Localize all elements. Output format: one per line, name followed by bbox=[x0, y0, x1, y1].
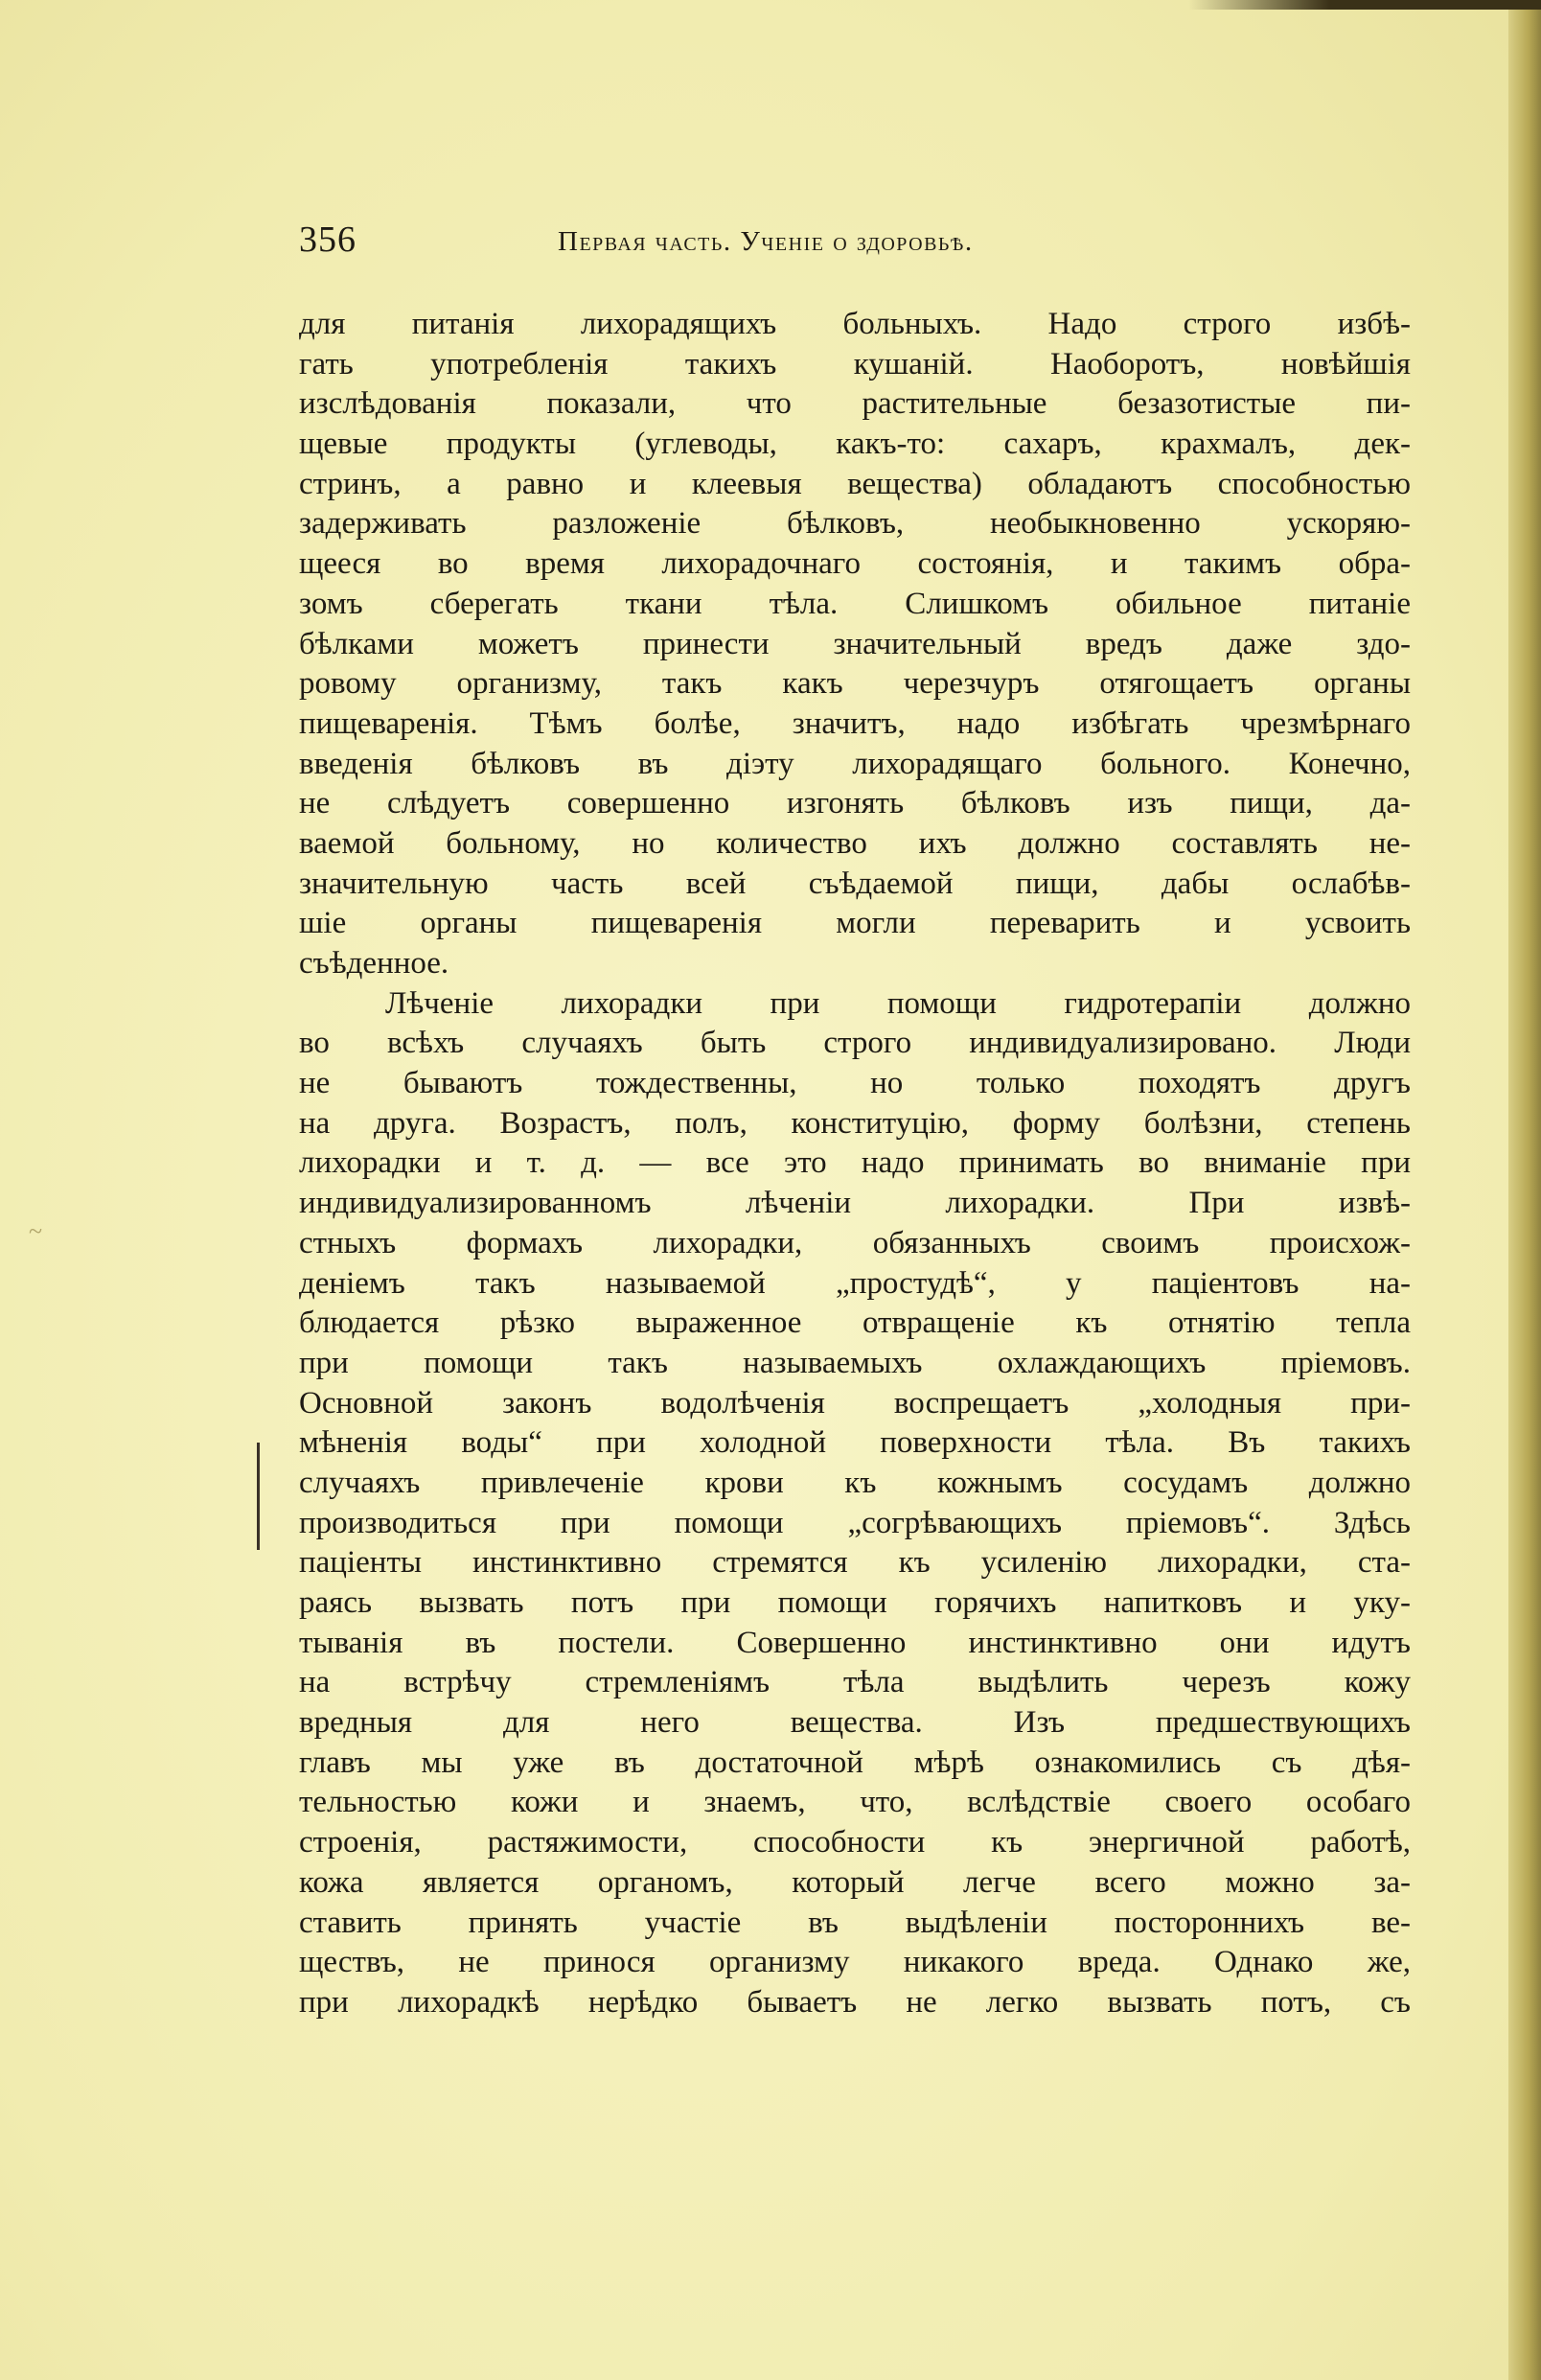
text-line: кожа является органомъ, который легче всего можно за- bbox=[299, 1864, 1411, 1900]
text-line: индивидуализированномъ лѣченіи лихорадки. При извѣ- bbox=[299, 1186, 1411, 1221]
page-number: 356 bbox=[299, 220, 356, 260]
text-line: введенія бѣлковъ въ діэту лихорадящаго больного. Конечно, bbox=[299, 746, 1411, 781]
text-line: ществъ, не принося организму никакого вреда. Однако же, bbox=[299, 1945, 1411, 1980]
text-line: значительную часть всей съѣдаемой пищи, дабы ослабѣв- bbox=[299, 866, 1411, 901]
page-edge-shadow bbox=[1508, 0, 1541, 2380]
text-line: вредныя для него вещества. Изъ предшествующихъ bbox=[299, 1705, 1411, 1741]
text-line: бѣлками можетъ принести значительный вредъ даже здо- bbox=[299, 626, 1411, 661]
paragraph-end-line: съѣденное. bbox=[299, 946, 449, 981]
text-line: во всѣхъ случаяхъ быть строго индивидуализировано. Люди bbox=[299, 1026, 1411, 1061]
text-line: щевые продукты (углеводы, какъ-то: сахаръ, крахмалъ, дек- bbox=[299, 427, 1411, 462]
text-line: производиться при помощи „согрѣвающихъ пріемовъ“. Здѣсь bbox=[299, 1505, 1411, 1540]
text-line: строенія, растяжимости, способности къ энергичной работѣ, bbox=[299, 1825, 1411, 1860]
text-line: блюдается рѣзко выраженное отвращеніе къ отнятію тепла bbox=[299, 1306, 1411, 1341]
text-line: главъ мы уже въ достаточной мѣрѣ ознакомились съ дѣя- bbox=[299, 1745, 1411, 1780]
text-line: при помощи такъ называемыхъ охлаждающихъ пріемовъ. bbox=[299, 1345, 1411, 1380]
text-line: не бываютъ тождественны, но только походятъ другъ bbox=[299, 1066, 1411, 1101]
text-line: изслѣдованія показали, что растительные безазотистые пи- bbox=[299, 386, 1411, 422]
text-line: пищеваренія. Тѣмъ болѣе, значитъ, надо избѣгать чрезмѣрнаго bbox=[299, 705, 1411, 741]
page-header bbox=[299, 219, 1411, 276]
paragraph-first-line: Лѣченіе лихорадки при помощи гидротерапіи должно bbox=[385, 985, 1411, 1021]
text-line: Основной законъ водолѣченія воспрещаетъ „холодныя при- bbox=[299, 1385, 1411, 1421]
text-line: ваемой больному, но количество ихъ должно составлять не- bbox=[299, 825, 1411, 861]
margin-smudge: ~ bbox=[29, 1217, 43, 1245]
text-line: задерживать разложеніе бѣлковъ, необыкновенно ускоряю- bbox=[299, 506, 1411, 542]
text-line: тыванія въ постели. Совершенно инстинктивно они идутъ bbox=[299, 1625, 1411, 1660]
running-title: Первая часть. Ученіе о здоровьѣ. bbox=[558, 226, 974, 257]
text-line: для питанія лихорадящихъ больныхъ. Надо строго избѣ- bbox=[299, 307, 1411, 341]
text-line: не слѣдуетъ совершенно изгонять бѣлковъ изъ пищи, да- bbox=[299, 786, 1411, 821]
body-text bbox=[299, 305, 1411, 2023]
text-line: случаяхъ привлеченіе крови къ кожнымъ сосудамъ должно bbox=[299, 1465, 1411, 1500]
text-line: раясь вызвать потъ при помощи горячихъ напитковъ и уку- bbox=[299, 1585, 1411, 1620]
text-line: шіе органы пищеваренія могли переварить и усвоить bbox=[299, 906, 1411, 941]
text-line: деніемъ такъ называемой „простудѣ“, у паціентовъ на- bbox=[299, 1265, 1411, 1301]
text-line: стныхъ формахъ лихорадки, обязанныхъ своимъ происхож- bbox=[299, 1225, 1411, 1260]
text-line: тельностью кожи и знаемъ, что, вслѣдствіе своего особаго bbox=[299, 1785, 1411, 1820]
text-line: ставить принять участіе въ выдѣленіи постороннихъ ве- bbox=[299, 1905, 1411, 1940]
text-line: паціенты инстинктивно стремятся къ усиленію лихорадки, ста- bbox=[299, 1545, 1411, 1581]
text-line: щееся во время лихорадочнаго состоянія, и такимъ обра- bbox=[299, 546, 1411, 582]
text-line: мѣненія воды“ при холодной поверхности тѣла. Въ такихъ bbox=[299, 1425, 1411, 1461]
text-line: зомъ сберегать ткани тѣла. Слишкомъ обильное питаніе bbox=[299, 586, 1411, 621]
page-top-edge bbox=[1188, 0, 1541, 10]
text-line: ровому организму, такъ какъ черезчуръ отягощаетъ органы bbox=[299, 666, 1411, 702]
text-line: на встрѣчу стремленіямъ тѣла выдѣлить черезъ кожу bbox=[299, 1665, 1411, 1700]
text-line: гать употребленія такихъ кушаній. Наоборотъ, новѣйшія bbox=[299, 346, 1411, 381]
text-line: стринъ, а равно и клеевыя вещества) обладаютъ способностью bbox=[299, 466, 1411, 501]
text-line: при лихорадкѣ нерѣдко бываетъ не легко вызвать потъ, съ bbox=[299, 1984, 1411, 2020]
text-line: лихорадки и т. д. — все это надо принимать во вниманіе при bbox=[299, 1145, 1411, 1181]
margin-mark bbox=[257, 1443, 260, 1550]
text-line: на друга. Возрастъ, полъ, конституцію, форму болѣзни, степень bbox=[299, 1105, 1411, 1141]
